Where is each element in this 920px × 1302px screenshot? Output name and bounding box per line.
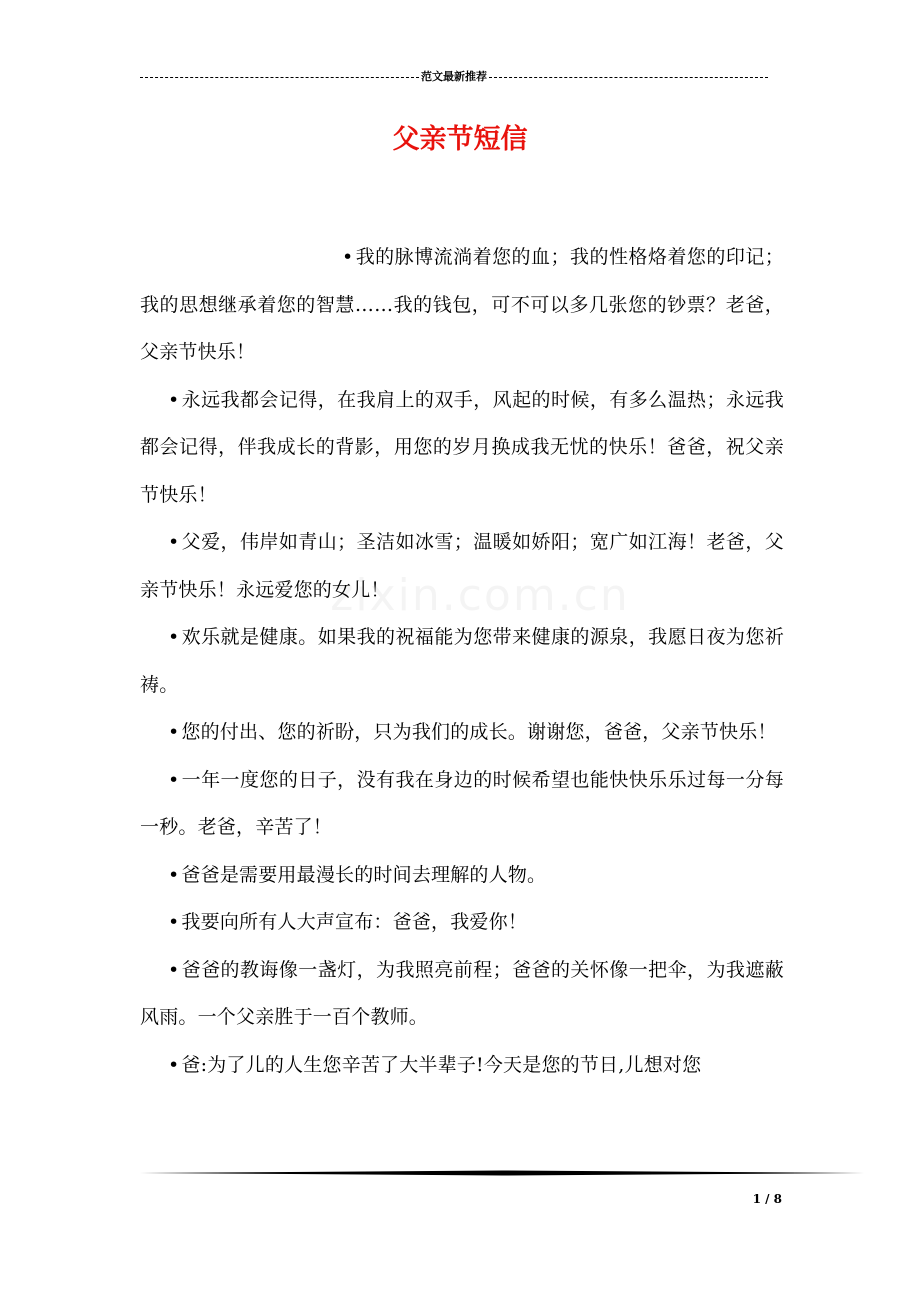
header-dash-right	[489, 77, 768, 78]
paragraph-text: 欢乐就是健康。如果我的祝福能为您带来健康的源泉，我愿日夜为您祈祷。	[140, 626, 784, 696]
bullet: •	[168, 388, 180, 411]
header-label: 范文最新推荐	[421, 70, 487, 83]
paragraph-text: 我的脉博流淌着您的血；我的性格烙着您的印记；我的思想继承着您的智慧……我的钱包，可不可以多几张您的钞票？老爸，父亲节快乐！	[140, 246, 784, 363]
paragraph-text: 我要向所有人大声宣布：爸爸，我爱你！	[181, 911, 528, 933]
paragraph-text: 永远我都会记得，在我肩上的双手，风起的时候，有多么温热；永远我都会记得，伴我成长的背影，用您的岁月换成我无忧的快乐！爸爸，祝父亲节快乐！	[140, 388, 784, 506]
page-number: 1 / 8	[752, 1192, 782, 1206]
bullet: •	[168, 1053, 180, 1076]
paragraph	[140, 377, 784, 520]
paragraph	[140, 709, 784, 757]
bullet: •	[168, 531, 180, 553]
bullet: •	[168, 721, 180, 743]
paragraph	[140, 899, 784, 947]
bullet: •	[168, 958, 180, 981]
bullet: •	[168, 911, 180, 933]
paragraph	[140, 852, 784, 900]
bullet: •	[168, 768, 180, 791]
header-rule	[140, 68, 768, 86]
paragraph-text: 您的付出、您的祈盼，只为我们的成长。谢谢您，爸爸，父亲节快乐！	[181, 721, 777, 743]
paragraph	[140, 519, 784, 614]
bullet: •	[168, 626, 180, 648]
paragraph-text: 爸爸的教诲像一盏灯，为我照亮前程；爸爸的关怀像一把伞，为我遮蔽风雨。一个父亲胜于一百个教师。	[140, 958, 784, 1028]
document-body	[140, 234, 784, 1089]
header-dash-left	[140, 77, 419, 78]
paragraph	[140, 234, 784, 377]
paragraph-text: 爸:为了儿的人生您辛苦了大半辈子!今天是您的节日,儿想对您	[181, 1053, 702, 1076]
document-title: 父亲节短信	[392, 124, 528, 155]
paragraph	[140, 757, 784, 852]
paragraph	[140, 614, 784, 709]
bullet: •	[342, 246, 354, 268]
footer-rule	[140, 1170, 864, 1176]
bullet: •	[168, 863, 180, 886]
footer-rule-line	[140, 1170, 864, 1176]
paragraph-text: 爸爸是需要用最漫长的时间去理解的人物。	[181, 863, 547, 886]
paragraph	[140, 947, 784, 1042]
paragraph-text: 一年一度您的日子，没有我在身边的时候希望也能快快乐乐过每一分每一秒。老爸，辛苦了！	[140, 768, 784, 838]
paragraph	[140, 1042, 784, 1090]
paragraph-text: 父爱，伟岸如青山；圣洁如冰雪；温暖如娇阳；宽广如江海！老爸，父亲节快乐！永远爱您的女儿！	[140, 531, 784, 601]
